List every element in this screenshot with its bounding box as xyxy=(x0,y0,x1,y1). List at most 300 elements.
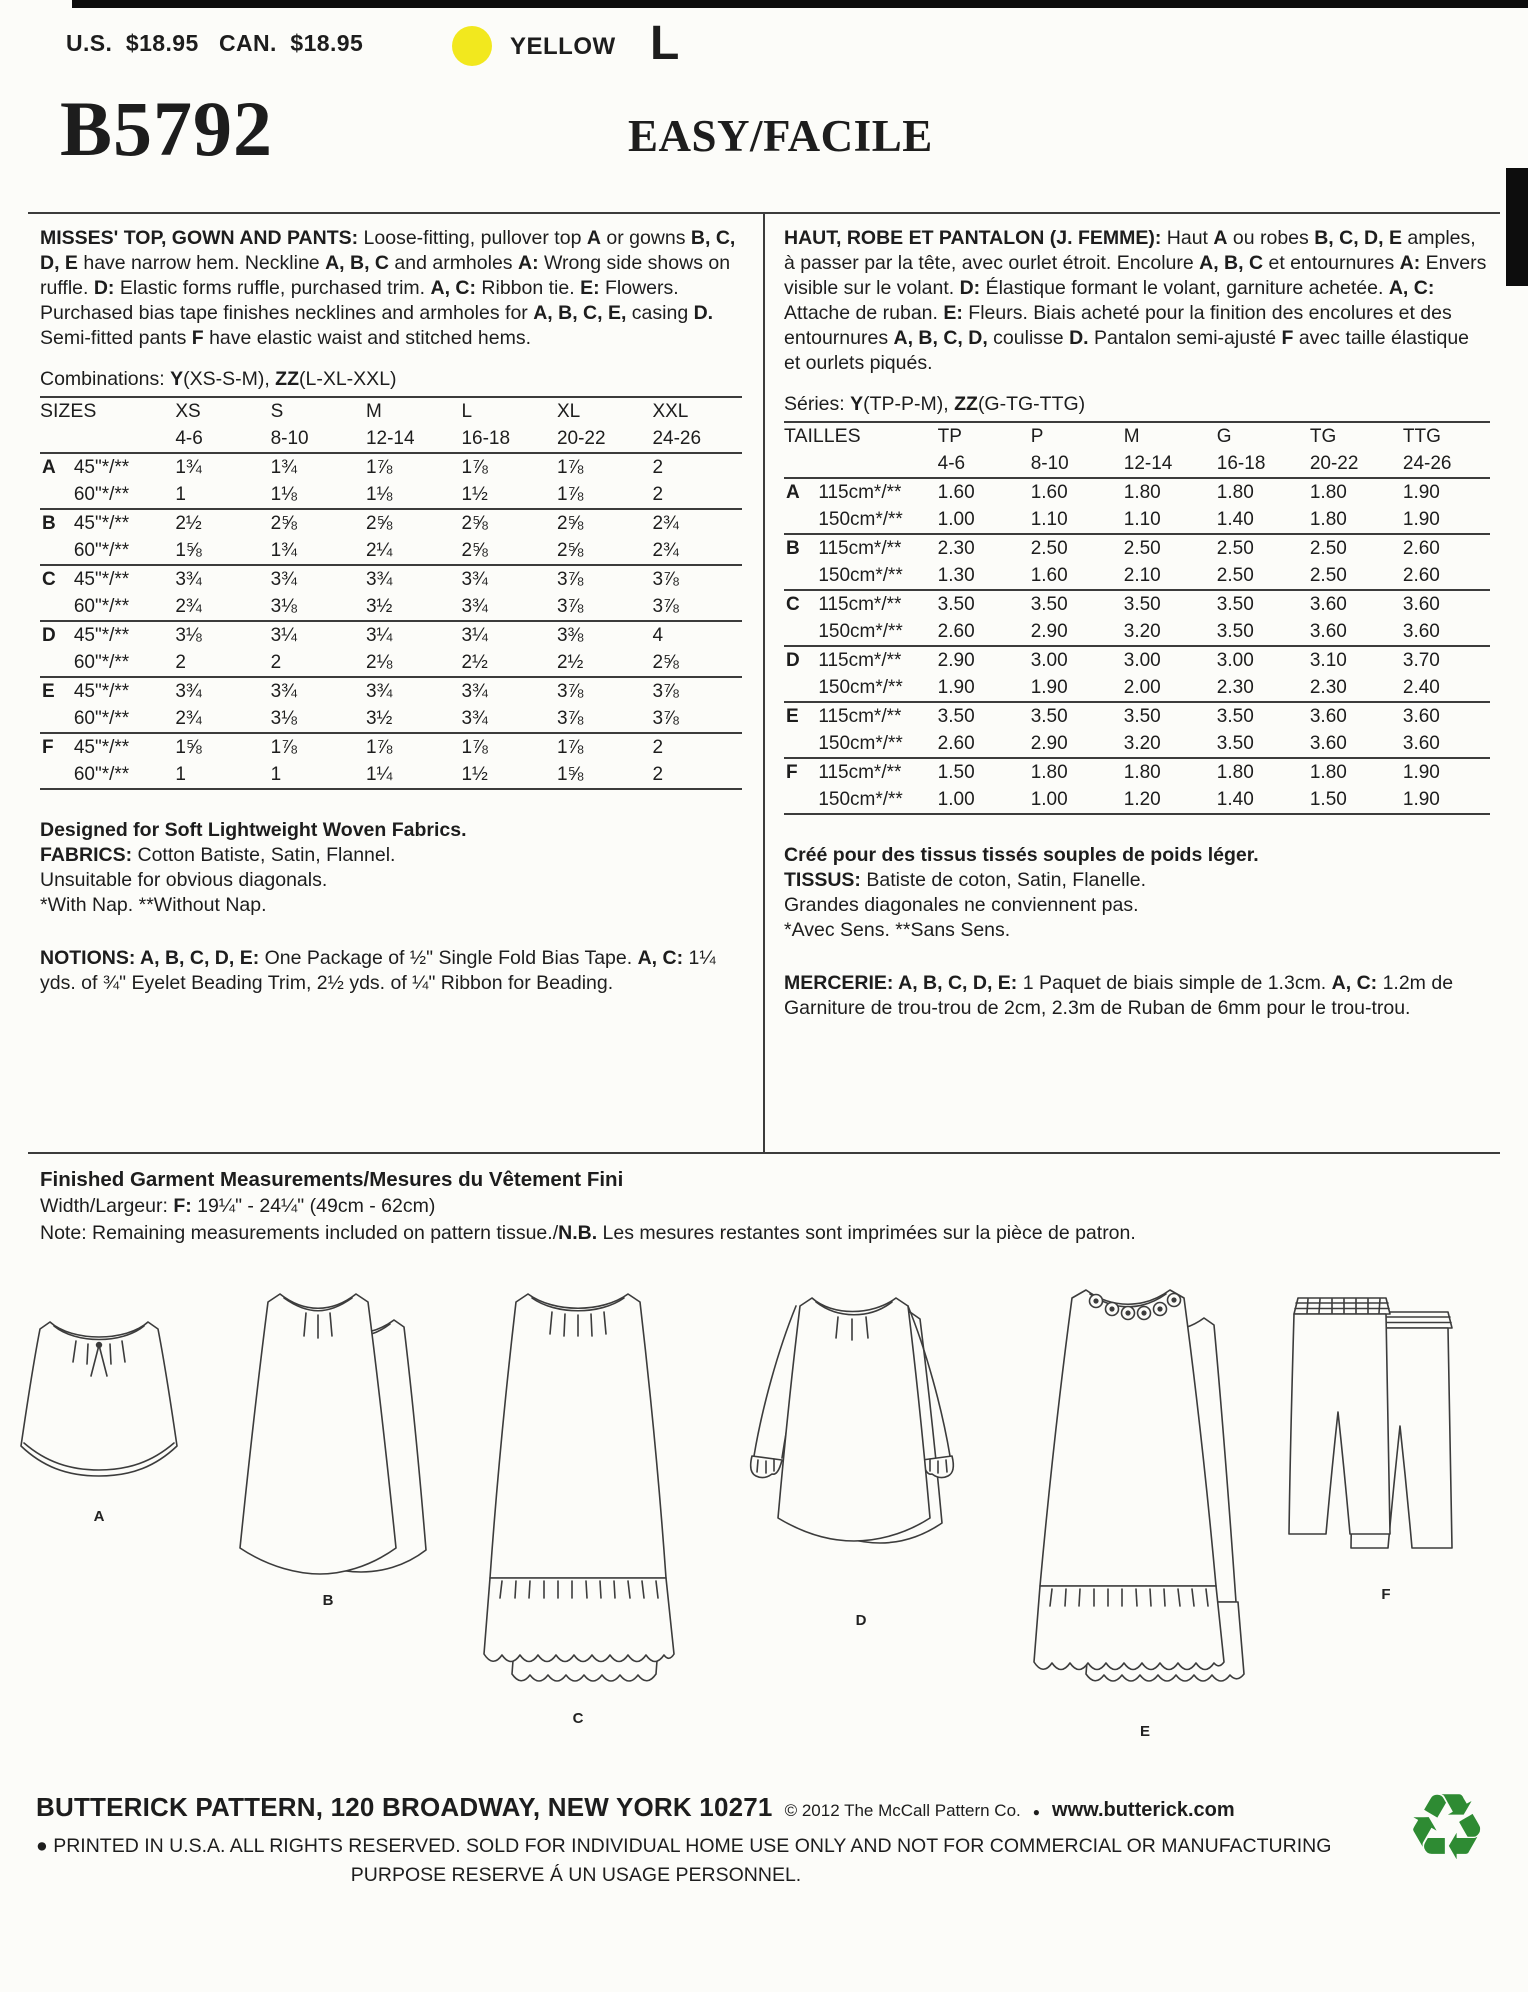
size-column-header: TP xyxy=(937,426,962,447)
scan-edge-artifact-top xyxy=(72,0,1528,8)
yardage-value: 2⅛ xyxy=(365,652,393,673)
yardage-value: 3¾ xyxy=(461,681,488,702)
finished-measurements-section xyxy=(40,1166,1492,1247)
publisher-address: BUTTERICK PATTERN, 120 BROADWAY, NEW YORK 10271 xyxy=(36,1792,773,1822)
yardage-value: 2.50 xyxy=(1309,565,1347,586)
yardage-value: 2.90 xyxy=(1030,733,1068,754)
garment-illustrations xyxy=(0,1250,1528,1782)
yardage-value: 3.70 xyxy=(1402,650,1440,671)
yardage-value: 2⅝ xyxy=(556,513,584,534)
fabric-width-label: 60"*/** xyxy=(73,652,130,673)
size-range-header: 12-14 xyxy=(1123,453,1173,474)
yardage-table-fr-head xyxy=(784,422,1490,478)
yardage-value: 3.60 xyxy=(1309,706,1347,727)
garment-view-letter xyxy=(40,761,68,789)
column-divider-line xyxy=(763,212,765,1154)
yardage-value: 1 xyxy=(270,764,282,785)
yardage-value: 1.10 xyxy=(1030,509,1068,530)
yardage-value: 3.00 xyxy=(1216,650,1254,671)
yardage-value: 3.50 xyxy=(1123,706,1161,727)
yardage-value: 2.10 xyxy=(1123,565,1161,586)
fabric-design-note-fr: Créé pour des tissus tissés souples de poids léger. xyxy=(784,844,1259,866)
garment-b-drawing xyxy=(208,1280,448,1590)
yardage-table-fr xyxy=(784,421,1490,815)
finished-note-line: Note: Remaining measurements included on pattern tissue./N.B. Les mesures restantes sont imprimées sur la pièce de patron. xyxy=(40,1222,1136,1244)
footer xyxy=(36,1792,1416,1887)
yardage-value: 1⅝ xyxy=(175,540,202,561)
yardage-row xyxy=(40,565,742,593)
yardage-value: 2.40 xyxy=(1402,677,1440,698)
garment-view-letter xyxy=(784,506,812,534)
yardage-value: 3.00 xyxy=(1123,650,1161,671)
size-column-header: P xyxy=(1030,426,1044,447)
yardage-value: 3¾ xyxy=(175,681,202,702)
yardage-value: 3¾ xyxy=(365,681,393,702)
garment-view-letter xyxy=(784,562,812,590)
yardage-row xyxy=(784,618,1490,646)
size-column-header: M xyxy=(1123,426,1140,447)
garment-view-letter xyxy=(784,730,812,758)
finished-width-line: Width/Largeur: F: 19¼" - 24¼" (49cm - 62cm) xyxy=(40,1195,436,1217)
yardage-value: 3⅞ xyxy=(652,569,679,590)
yardage-value: 2.30 xyxy=(937,538,975,559)
yardage-value: 3¾ xyxy=(461,596,488,617)
yardage-value: 2⅝ xyxy=(461,513,488,534)
fabric-width-label: 150cm*/** xyxy=(818,509,903,530)
yardage-value: 1.90 xyxy=(1030,677,1068,698)
yardage-value: 2⅝ xyxy=(652,652,679,673)
fabric-width-label: 60"*/** xyxy=(73,764,130,785)
fabric-width-label: 115cm*/** xyxy=(818,650,902,671)
nap-line-fr: *Avec Sens. **Sans Sens. xyxy=(784,919,1011,941)
garment-label-f: F xyxy=(1381,1586,1391,1603)
yardage-value: 3⅛ xyxy=(270,596,297,617)
garment-c-illustration xyxy=(448,1278,708,1727)
yardage-value: 3.50 xyxy=(1216,594,1254,615)
size-range-header: 4-6 xyxy=(175,428,203,449)
table-corner-spacer xyxy=(784,450,932,478)
yardage-value: 3.60 xyxy=(1402,706,1440,727)
yardage-value: 1⅞ xyxy=(461,457,488,478)
rights-line-2: PURPOSE RESERVE Á UN USAGE PERSONNEL. xyxy=(350,1864,802,1886)
yardage-value: 3¾ xyxy=(461,708,488,729)
garment-label-d: D xyxy=(855,1612,867,1629)
size-range-header: 24-26 xyxy=(652,428,702,449)
fabric-width-label: 150cm*/** xyxy=(818,565,903,586)
garment-view-letter: A xyxy=(786,482,800,503)
fabric-width-label: 60"*/** xyxy=(73,484,130,505)
yardage-row xyxy=(40,537,742,565)
garment-description-en: MISSES' TOP, GOWN AND PANTS: Loose-fitting, pullover top A or gowns B, C, D, E have narrow hem. Neckline A, B, C and armholes A: Wrong side shows on ruffle. D: Elastic forms ruffle, purchased trim. A, C: Ribbon tie. E: Flowers. Purchased bias tape finishes necklines and armholes for A, B, C, E, casing D. Semi-fitted pants F have elastic waist and stitched hems. xyxy=(40,227,736,349)
yardage-value: 2.50 xyxy=(1123,538,1161,559)
fabric-design-note-en: Designed for Soft Lightweight Woven Fabrics. xyxy=(40,819,467,841)
fabric-width-label: 45"*/** xyxy=(73,569,130,590)
fabric-width-label: 45"*/** xyxy=(73,681,130,702)
yardage-table-fr-body xyxy=(784,478,1490,814)
yardage-value: 2 xyxy=(652,484,664,505)
yardage-row xyxy=(784,758,1490,786)
yardage-value: 1¼ xyxy=(365,764,393,785)
yardage-value: 3⅞ xyxy=(556,569,584,590)
garment-view-letter: A xyxy=(42,457,56,478)
yardage-value: 1.80 xyxy=(1309,482,1347,503)
yardage-value: 2.90 xyxy=(1030,621,1068,642)
garment-f-drawing xyxy=(1286,1284,1486,1584)
table-corner-spacer xyxy=(40,425,169,453)
garment-d-drawing xyxy=(716,1280,1006,1610)
yardage-value: 1⅞ xyxy=(365,457,393,478)
garment-view-letter: E xyxy=(42,681,55,702)
yardage-value: 2¾ xyxy=(652,513,679,534)
fabric-width-label: 115cm*/** xyxy=(818,482,902,503)
fabric-width-label: 115cm*/** xyxy=(818,538,902,559)
fabric-width-label: 150cm*/** xyxy=(818,789,903,810)
size-range-header: 4-6 xyxy=(937,453,966,474)
yardage-value: 2.30 xyxy=(1216,677,1254,698)
yardage-value: 1⅞ xyxy=(365,737,393,758)
scan-edge-artifact-right xyxy=(1506,168,1528,286)
yardage-value: 1.00 xyxy=(937,789,975,810)
yardage-row xyxy=(784,646,1490,674)
fabric-width-label: 115cm*/** xyxy=(818,762,902,783)
size-range-header: 12-14 xyxy=(365,428,415,449)
yardage-value: 1.90 xyxy=(1402,509,1440,530)
rights-line-1: ● PRINTED IN U.S.A. ALL RIGHTS RESERVED. SOLD FOR INDIVIDUAL HOME USE ONLY AND NOT FOR COMMERCIAL OR MANUFACTURING xyxy=(36,1835,1332,1857)
garment-description-fr: HAUT, ROBE ET PANTALON (J. FEMME): Haut A ou robes B, C, D, E amples, à passer par la tête, avec ourlet étroit. Encolure A, B, C et entournures A: Envers visible sur le volant. D: Élastique formant le volant, garniture achetée. A, C: Attache de ruban. E: Fleurs. Biais acheté pour la finition des encolures et des entournures A, B, C, D, coulisse D. Pantalon semi-ajusté F avec taille élastique et ourlets piqués. xyxy=(784,227,1487,374)
size-range-header: 20-22 xyxy=(1309,453,1359,474)
garment-b-illustration xyxy=(208,1280,448,1609)
garment-view-letter: B xyxy=(786,538,800,559)
yardage-row xyxy=(40,677,742,705)
yardage-row xyxy=(784,730,1490,758)
garment-view-letter xyxy=(40,537,68,565)
notions-fr: MERCERIE: A, B, C, D, E: 1 Paquet de biais simple de 1.3cm. A, C: 1.2m de Garniture de trou-trou de 2cm, 2.3m de Ruban de 6mm pour le trou-trou. xyxy=(784,972,1454,1019)
combinations-line-en: Combinations: Y(XS-S-M), ZZ(L-XL-XXL) xyxy=(40,368,397,390)
yardage-value: 1.40 xyxy=(1216,789,1254,810)
yardage-value: 3¾ xyxy=(270,569,297,590)
garment-a-illustration xyxy=(14,1296,184,1525)
fabric-width-label: 115cm*/** xyxy=(818,594,902,615)
yardage-value: 2¾ xyxy=(175,708,202,729)
garment-view-letter xyxy=(40,593,68,621)
yardage-row xyxy=(40,649,742,677)
garment-view-letter: D xyxy=(786,650,800,671)
yardage-value: 2 xyxy=(652,764,664,785)
yardage-value: 2.90 xyxy=(937,650,975,671)
yardage-value: 3.10 xyxy=(1309,650,1347,671)
yardage-row xyxy=(784,590,1490,618)
yardage-table-en-body xyxy=(40,453,742,789)
yardage-value: 1.00 xyxy=(1030,789,1068,810)
yardage-value: 2½ xyxy=(461,652,488,673)
size-letter: L xyxy=(650,17,680,70)
yardage-value: 3¼ xyxy=(270,625,297,646)
yardage-value: 1.50 xyxy=(937,762,975,783)
yardage-value: 3.60 xyxy=(1402,733,1440,754)
yardage-row xyxy=(40,453,742,481)
table-corner-label: TAILLES xyxy=(784,425,861,447)
yardage-value: 3.60 xyxy=(1309,594,1347,615)
yardage-value: 2 xyxy=(175,652,186,673)
yardage-value: 1.80 xyxy=(1123,762,1161,783)
garment-view-letter xyxy=(40,649,68,677)
size-column-header: M xyxy=(365,401,382,422)
size-range-header: 8-10 xyxy=(270,428,309,449)
size-column-header: XXL xyxy=(652,401,689,422)
garment-e-drawing xyxy=(1000,1276,1290,1721)
yardage-value: 3.50 xyxy=(1216,621,1254,642)
yardage-value: 1.60 xyxy=(1030,565,1068,586)
yardage-value: 3.60 xyxy=(1309,733,1347,754)
yardage-row xyxy=(40,733,742,761)
fabric-width-label: 150cm*/** xyxy=(818,733,903,754)
price-line: U.S. $18.95 CAN. $18.95 xyxy=(66,30,364,56)
yardage-value: 1⅛ xyxy=(365,484,393,505)
garment-label-a: A xyxy=(93,1508,105,1525)
garment-view-letter xyxy=(40,705,68,733)
yardage-value: 1½ xyxy=(461,764,488,785)
fabric-width-label: 45"*/** xyxy=(73,457,130,478)
yardage-value: 3.20 xyxy=(1123,621,1161,642)
french-column xyxy=(784,226,1490,1041)
table-corner-label: SIZES xyxy=(40,400,97,422)
yardage-value: 1½ xyxy=(461,484,488,505)
color-name: YELLOW xyxy=(510,33,616,60)
fabric-width-label: 45"*/** xyxy=(73,513,130,534)
yardage-value: 1⅞ xyxy=(556,484,584,505)
yardage-value: 1.10 xyxy=(1123,509,1161,530)
yardage-value: 1.90 xyxy=(1402,762,1440,783)
yardage-value: 2½ xyxy=(175,513,202,534)
yardage-value: 1.50 xyxy=(1309,789,1347,810)
yardage-value: 1⅞ xyxy=(461,737,488,758)
yardage-value: 1.40 xyxy=(1216,509,1254,530)
garment-label-e: E xyxy=(1139,1723,1150,1740)
yardage-value: 3⅞ xyxy=(556,681,584,702)
yardage-table-en xyxy=(40,396,742,790)
size-column-header: TG xyxy=(1309,426,1337,447)
yardage-value: 3.50 xyxy=(1216,706,1254,727)
fabric-width-label: 150cm*/** xyxy=(818,677,903,698)
yardage-row xyxy=(784,562,1490,590)
yardage-value: 1.00 xyxy=(937,509,975,530)
difficulty-label: EASY/FACILE xyxy=(628,111,933,161)
yardage-value: 2.50 xyxy=(1309,538,1347,559)
garment-label-c: C xyxy=(572,1710,584,1727)
fabric-info-en xyxy=(40,818,742,918)
yardage-value: 2¾ xyxy=(175,596,202,617)
fabrics-line-en: FABRICS: Cotton Batiste, Satin, Flannel. xyxy=(40,844,396,866)
yardage-value: 1¾ xyxy=(270,540,297,561)
yardage-value: 3¼ xyxy=(365,625,393,646)
yardage-value: 3⅞ xyxy=(652,708,679,729)
yardage-value: 3.00 xyxy=(1030,650,1068,671)
yardage-value: 3.50 xyxy=(1030,706,1068,727)
yardage-value: 1.90 xyxy=(1402,482,1440,503)
yardage-row xyxy=(40,593,742,621)
yardage-value: 1 xyxy=(175,484,186,505)
size-column-header: TTG xyxy=(1402,426,1441,447)
yardage-value: 2¼ xyxy=(365,540,393,561)
fabric-width-label: 115cm*/** xyxy=(818,706,902,727)
yardage-value: 1.80 xyxy=(1309,762,1347,783)
yardage-value: 3.50 xyxy=(1123,594,1161,615)
yardage-row xyxy=(40,761,742,789)
website-text: www.butterick.com xyxy=(1052,1799,1235,1821)
garment-view-letter: F xyxy=(42,737,54,758)
finished-title: Finished Garment Measurements/Mesures du Vêtement Fini xyxy=(40,1168,624,1191)
publisher-line xyxy=(36,1792,1416,1823)
yardage-value: 3¾ xyxy=(365,569,393,590)
yardage-value: 1.80 xyxy=(1216,762,1254,783)
size-column-header: S xyxy=(270,401,284,422)
yardage-value: 1.20 xyxy=(1123,789,1161,810)
yardage-value: 2 xyxy=(652,457,664,478)
garment-label-b: B xyxy=(322,1592,334,1609)
yardage-value: 2 xyxy=(652,737,664,758)
yardage-row xyxy=(40,481,742,509)
unsuitable-line-fr: Grandes diagonales ne conviennent pas. xyxy=(784,894,1139,916)
yardage-value: 1⅞ xyxy=(270,737,297,758)
combinations-line-fr: Séries: Y(TP-P-M), ZZ(G-TG-TTG) xyxy=(784,393,1086,415)
garment-view-letter xyxy=(40,481,68,509)
yardage-value: 3¾ xyxy=(461,569,488,590)
garment-view-letter: C xyxy=(786,594,800,615)
size-column-header: G xyxy=(1216,426,1232,447)
yardage-value: 3⅛ xyxy=(175,625,202,646)
garment-view-letter: B xyxy=(42,513,56,534)
bullet-separator: ● xyxy=(1032,1805,1041,1819)
yardage-value: 2⅝ xyxy=(461,540,488,561)
yardage-value: 2½ xyxy=(556,652,584,673)
yardage-row xyxy=(784,674,1490,702)
yardage-value: 3⅞ xyxy=(556,596,584,617)
size-range-header: 20-22 xyxy=(556,428,606,449)
yardage-value: 1.80 xyxy=(1123,482,1161,503)
fabric-width-label: 150cm*/** xyxy=(818,621,903,642)
yardage-value: 2¾ xyxy=(652,540,679,561)
yardage-value: 2.60 xyxy=(1402,538,1440,559)
yardage-value: 2 xyxy=(270,652,282,673)
notions-en: NOTIONS: A, B, C, D, E: One Package of ½" Single Fold Bias Tape. A, C: 1¼ yds. of ¾" Eyelet Beading Trim, 2½ yds. of ¼" Ribbon for Beading. xyxy=(40,947,716,994)
yardage-value: 4 xyxy=(652,625,664,646)
yardage-value: 2⅝ xyxy=(270,513,297,534)
garment-view-letter: D xyxy=(42,625,56,646)
yardage-value: 3¾ xyxy=(175,569,202,590)
yardage-value: 1.30 xyxy=(937,565,975,586)
garment-c-drawing xyxy=(448,1278,708,1708)
fabric-width-label: 60"*/** xyxy=(73,596,130,617)
yardage-row xyxy=(784,534,1490,562)
copyright-text: © 2012 The McCall Pattern Co. xyxy=(784,1801,1021,1820)
yardage-value: 3½ xyxy=(365,596,393,617)
yardage-value: 1 xyxy=(175,764,186,785)
yardage-row xyxy=(784,786,1490,814)
size-range-header: 8-10 xyxy=(1030,453,1069,474)
yardage-value: 1⅞ xyxy=(556,457,584,478)
yardage-value: 2⅝ xyxy=(556,540,584,561)
nap-line-en: *With Nap. **Without Nap. xyxy=(40,894,267,916)
fabric-width-label: 45"*/** xyxy=(73,625,130,646)
yardage-value: 3¾ xyxy=(270,681,297,702)
garment-view-letter: F xyxy=(786,762,798,783)
garment-view-letter xyxy=(784,786,812,814)
garment-view-letter: E xyxy=(786,706,799,727)
yardage-value: 2.50 xyxy=(1216,565,1254,586)
yardage-value: 3.20 xyxy=(1123,733,1161,754)
yardage-value: 3.60 xyxy=(1402,594,1440,615)
yardage-value: 2.30 xyxy=(1309,677,1347,698)
size-range-header: 16-18 xyxy=(461,428,511,449)
yardage-value: 1.80 xyxy=(1309,509,1347,530)
yardage-value: 3.60 xyxy=(1402,621,1440,642)
yardage-value: 3⅜ xyxy=(556,625,584,646)
yardage-value: 1.60 xyxy=(1030,482,1068,503)
yardage-value: 3.60 xyxy=(1309,621,1347,642)
yardage-row xyxy=(40,705,742,733)
recycle-icon: ♻ xyxy=(1405,1777,1488,1879)
yardage-value: 1.90 xyxy=(1402,789,1440,810)
yardage-value: 1⅝ xyxy=(556,764,584,785)
size-column-header: L xyxy=(461,401,473,422)
yardage-value: 2.60 xyxy=(937,621,975,642)
yardage-value: 3.50 xyxy=(1216,733,1254,754)
yardage-value: 2.50 xyxy=(1216,538,1254,559)
yardage-row xyxy=(784,506,1490,534)
yardage-value: 3⅞ xyxy=(556,708,584,729)
yardage-value: 1⅞ xyxy=(556,737,584,758)
yardage-value: 2⅝ xyxy=(365,513,393,534)
yardage-value: 3½ xyxy=(365,708,393,729)
yardage-row xyxy=(40,509,742,537)
section-divider-line xyxy=(28,1152,1500,1154)
garment-view-letter: C xyxy=(42,569,56,590)
yardage-value: 1⅝ xyxy=(175,737,202,758)
yardage-value: 3.50 xyxy=(937,706,975,727)
yardage-value: 2.50 xyxy=(1030,538,1068,559)
size-column-header: XS xyxy=(175,401,201,422)
unsuitable-line-en: Unsuitable for obvious diagonals. xyxy=(40,869,328,891)
size-range-header: 16-18 xyxy=(1216,453,1266,474)
garment-a-drawing xyxy=(14,1296,184,1506)
pattern-number: B5792 xyxy=(60,85,274,172)
size-column-header: XL xyxy=(556,401,581,422)
garment-d-illustration xyxy=(716,1280,1006,1629)
yardage-row xyxy=(784,478,1490,506)
english-column xyxy=(40,226,742,1016)
yardage-value: 3⅞ xyxy=(652,681,679,702)
yardage-value: 1.90 xyxy=(937,677,975,698)
yardage-value: 3.50 xyxy=(1030,594,1068,615)
yardage-value: 3¼ xyxy=(461,625,488,646)
yardage-value: 1.80 xyxy=(1030,762,1068,783)
size-range-header: 24-26 xyxy=(1402,453,1452,474)
yardage-value: 3.50 xyxy=(937,594,975,615)
yardage-value: 1.80 xyxy=(1216,482,1254,503)
garment-view-letter xyxy=(784,618,812,646)
yardage-value: 1¾ xyxy=(270,457,297,478)
fabric-info-fr xyxy=(784,843,1490,943)
yardage-value: 3⅞ xyxy=(652,596,679,617)
garment-e-illustration xyxy=(1000,1276,1290,1740)
fabric-width-label: 60"*/** xyxy=(73,540,130,561)
yardage-value: 3⅛ xyxy=(270,708,297,729)
yardage-value: 1¾ xyxy=(175,457,202,478)
yardage-value: 2.60 xyxy=(937,733,975,754)
fabrics-line-fr: TISSUS: Batiste de coton, Satin, Flanelle. xyxy=(784,869,1147,891)
garment-f-illustration xyxy=(1286,1284,1486,1603)
yardage-value: 1.60 xyxy=(937,482,975,503)
